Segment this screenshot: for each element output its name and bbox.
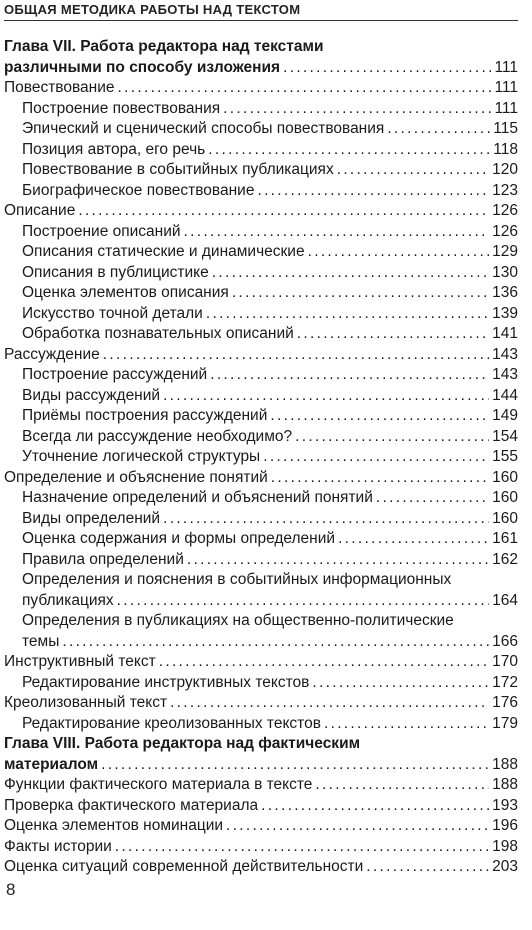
toc-page-number: 130 bbox=[492, 263, 518, 281]
toc-page-number: 143 bbox=[492, 366, 518, 383]
toc-page-number: 139 bbox=[492, 304, 518, 322]
toc-entry-row bbox=[22, 714, 518, 735]
toc-entry-row bbox=[22, 283, 518, 304]
toc-page-number: 136 bbox=[492, 284, 518, 301]
toc-entry-title: Искусство точной детали bbox=[22, 304, 203, 322]
toc-section bbox=[4, 345, 518, 366]
toc-entry-title: Приёмы построения рассуждений bbox=[22, 407, 268, 424]
toc-subsection bbox=[4, 447, 518, 468]
toc-entry-row bbox=[22, 222, 518, 243]
toc-page-number: 118 bbox=[493, 140, 518, 158]
dot-leader bbox=[226, 816, 489, 837]
toc-page-number: 166 bbox=[492, 632, 518, 650]
dot-leader bbox=[170, 693, 489, 714]
toc-entry-title: Оценка элементов номинации bbox=[4, 817, 224, 834]
dot-leader bbox=[62, 632, 489, 653]
toc-page-number: 120 bbox=[492, 161, 518, 178]
toc-entry-row bbox=[22, 447, 518, 468]
toc-entry-row bbox=[22, 99, 518, 120]
toc-entry-title: Оценка содержания и формы определений bbox=[22, 530, 336, 547]
toc-entry-title-line1: Глава VIII. Работа редактора над фактическим bbox=[4, 735, 361, 752]
toc-page-number: 170 bbox=[492, 653, 518, 670]
dot-leader bbox=[376, 488, 489, 509]
toc-page-number: 141 bbox=[492, 325, 518, 342]
toc-entry-title: Повествование в событийных публикациях bbox=[22, 161, 334, 178]
toc-entry-row bbox=[4, 652, 518, 673]
toc-entry-row bbox=[22, 365, 518, 386]
toc-entry-title: темы bbox=[22, 632, 60, 650]
dot-leader bbox=[223, 99, 491, 120]
toc-entry-title: Оценка элементов описания bbox=[22, 284, 229, 301]
toc-subsection bbox=[4, 263, 518, 284]
toc-page-number: 126 bbox=[492, 202, 518, 219]
toc-subsection bbox=[4, 304, 518, 325]
toc-entry-title: Построение описаний bbox=[22, 222, 181, 240]
toc-page-number: 188 bbox=[492, 776, 518, 793]
toc-subsection bbox=[4, 365, 518, 386]
dot-leader bbox=[232, 283, 489, 304]
toc-page-number: 160 bbox=[492, 468, 518, 486]
toc-entry-row bbox=[22, 427, 518, 448]
dot-leader bbox=[387, 119, 490, 140]
toc-section bbox=[4, 796, 518, 817]
toc-entry-row bbox=[4, 796, 518, 817]
dot-leader bbox=[295, 427, 489, 448]
toc-subsection bbox=[4, 99, 518, 120]
toc-entry-row bbox=[4, 755, 518, 776]
dot-leader bbox=[337, 160, 489, 181]
toc-page-number: 161 bbox=[492, 530, 518, 547]
dot-leader bbox=[283, 58, 491, 79]
toc-page-number: 198 bbox=[492, 837, 518, 855]
toc-entry-title: Креолизованный текст bbox=[4, 694, 168, 711]
dot-leader bbox=[297, 324, 489, 345]
toc-subsection bbox=[4, 386, 518, 407]
toc-subsection bbox=[4, 509, 518, 530]
toc-page-number: 160 bbox=[492, 509, 518, 527]
dot-leader bbox=[338, 529, 489, 550]
toc-section bbox=[4, 857, 518, 878]
toc-entry-title: Обработка познавательных описаний bbox=[22, 325, 294, 342]
dot-leader bbox=[308, 242, 490, 263]
toc-page-number: 126 bbox=[492, 222, 518, 240]
dot-leader bbox=[101, 755, 489, 776]
toc-section bbox=[4, 693, 518, 714]
toc-entry-title: Виды рассуждений bbox=[22, 386, 161, 404]
toc-entry-title: материалом bbox=[4, 755, 99, 773]
toc-entry-title: Правила определений bbox=[22, 550, 184, 568]
toc-entry-title: Построение рассуждений bbox=[22, 366, 208, 383]
toc-entry-row bbox=[4, 837, 518, 858]
toc-entry-row bbox=[22, 324, 518, 345]
toc-entry-title: Описания статические и динамические bbox=[22, 243, 305, 260]
toc-entry-title-line1: Определения и пояснения в событийных информационных bbox=[22, 571, 452, 588]
toc-page-number: 144 bbox=[492, 386, 518, 404]
toc-entry-row bbox=[4, 775, 518, 796]
toc-entry-row bbox=[22, 140, 518, 161]
toc-entry-row bbox=[4, 58, 518, 79]
toc-entry-title-line1: Определения в публикациях на общественно-политические bbox=[22, 612, 454, 629]
toc-subsection bbox=[4, 119, 518, 140]
toc-entry-row bbox=[22, 406, 518, 427]
toc-entry-title: Повествование bbox=[4, 79, 115, 96]
toc-entry-title: Оценка ситуаций современной действительности bbox=[4, 858, 364, 875]
toc-entry-title: Уточнение логической структуры bbox=[22, 448, 261, 465]
toc-page-number: 196 bbox=[492, 817, 518, 834]
toc-entry-row bbox=[22, 119, 518, 140]
dot-leader bbox=[257, 181, 489, 202]
dot-leader bbox=[210, 365, 489, 386]
toc-entry-title: Построение повествования bbox=[22, 99, 221, 117]
toc-entry-title: Инструктивный текст bbox=[4, 653, 156, 670]
toc-page-number: 164 bbox=[492, 591, 518, 609]
dot-leader bbox=[159, 652, 489, 673]
page-number: 8 bbox=[6, 880, 16, 899]
toc-page-number: 188 bbox=[492, 755, 518, 773]
toc-page-number: 111 bbox=[494, 58, 518, 76]
toc-entry-row bbox=[22, 386, 518, 407]
toc-entry-row bbox=[4, 201, 518, 222]
toc-section bbox=[4, 201, 518, 222]
dot-leader bbox=[78, 201, 489, 222]
toc-subsection bbox=[4, 673, 518, 694]
toc-entry-title: Описания в публицистике bbox=[22, 263, 209, 281]
toc-entry-row bbox=[4, 345, 518, 366]
toc-page-number: 162 bbox=[492, 550, 518, 568]
toc-entry-title: Функции фактического материала в тексте bbox=[4, 776, 313, 793]
toc-page-number: 179 bbox=[492, 714, 518, 732]
toc-section bbox=[4, 775, 518, 796]
toc-entry-row bbox=[4, 857, 518, 878]
dot-leader bbox=[118, 78, 492, 99]
toc-subsection bbox=[4, 181, 518, 202]
toc-page-number: 172 bbox=[492, 673, 518, 691]
toc-entry-row bbox=[22, 673, 518, 694]
toc-entry-title: Рассуждение bbox=[4, 345, 100, 363]
dot-leader bbox=[271, 468, 489, 489]
toc-page-number: 203 bbox=[492, 858, 518, 875]
toc-entry-row bbox=[22, 304, 518, 325]
toc-subsection bbox=[4, 427, 518, 448]
toc-chapter bbox=[4, 734, 518, 775]
dot-leader bbox=[163, 509, 489, 530]
toc-subsection bbox=[4, 242, 518, 263]
toc-entry-row bbox=[22, 529, 518, 550]
toc-page-number: 115 bbox=[493, 120, 518, 137]
toc-subsection bbox=[4, 140, 518, 161]
dot-leader bbox=[103, 345, 489, 366]
running-head: ОБЩАЯ МЕТОДИКА РАБОТЫ НАД ТЕКСТОМ bbox=[4, 2, 301, 17]
toc-entry-row bbox=[4, 468, 518, 489]
dot-leader bbox=[187, 550, 489, 571]
toc-entry-row bbox=[4, 693, 518, 714]
toc-entry-row bbox=[4, 816, 518, 837]
toc-entry-title: Проверка фактического материала bbox=[4, 796, 259, 814]
toc-entry-row bbox=[22, 591, 518, 612]
toc-chapter bbox=[4, 37, 518, 78]
toc-page-number: 111 bbox=[494, 79, 518, 96]
toc-section bbox=[4, 468, 518, 489]
toc-entry-title: Редактирование инструктивных текстов bbox=[22, 673, 310, 691]
toc-entry-row bbox=[22, 632, 518, 653]
dot-leader bbox=[366, 857, 489, 878]
toc-section bbox=[4, 652, 518, 673]
toc-entry-row bbox=[22, 242, 518, 263]
toc-subsection bbox=[4, 570, 518, 611]
toc-page-number: 154 bbox=[492, 427, 518, 445]
toc-section bbox=[4, 837, 518, 858]
dot-leader bbox=[261, 796, 489, 817]
toc-subsection bbox=[4, 222, 518, 243]
toc-entry-title: Описание bbox=[4, 202, 76, 219]
dot-leader bbox=[270, 406, 489, 427]
toc-entry-title: Всегда ли рассуждение необходимо? bbox=[22, 427, 293, 445]
toc-entry-row bbox=[22, 550, 518, 571]
toc-page-number: 111 bbox=[494, 99, 518, 117]
toc-entry-row bbox=[4, 78, 518, 99]
toc-entry-title: Эпический и сценический способы повествования bbox=[22, 120, 385, 137]
dot-leader bbox=[163, 386, 489, 407]
toc-entry-title: публикациях bbox=[22, 591, 114, 609]
table-of-contents bbox=[4, 37, 518, 878]
toc-section bbox=[4, 78, 518, 99]
toc-entry-title: Биографическое повествование bbox=[22, 181, 255, 199]
dot-leader bbox=[206, 304, 489, 325]
header-rule bbox=[4, 20, 518, 21]
toc-entry-title: различными по способу изложения bbox=[4, 58, 281, 76]
toc-page-number: 143 bbox=[492, 345, 518, 363]
dot-leader bbox=[315, 775, 489, 796]
toc-subsection bbox=[4, 324, 518, 345]
toc-page-number: 149 bbox=[492, 407, 518, 424]
toc-subsection bbox=[4, 529, 518, 550]
toc-page-number: 193 bbox=[492, 796, 518, 814]
toc-entry-title-line1: Глава VII. Работа редактора над текстами bbox=[4, 38, 324, 55]
toc-subsection bbox=[4, 550, 518, 571]
toc-entry-title: Факты истории bbox=[4, 837, 112, 855]
toc-page-number: 155 bbox=[492, 448, 518, 465]
toc-page-number: 160 bbox=[492, 489, 518, 506]
dot-leader bbox=[263, 447, 489, 468]
toc-entry-title: Назначение определений и объяснений понятий bbox=[22, 489, 373, 506]
toc-subsection bbox=[4, 488, 518, 509]
dot-leader bbox=[324, 714, 489, 735]
toc-entry-row bbox=[22, 160, 518, 181]
toc-entry-row bbox=[22, 263, 518, 284]
toc-page-number: 176 bbox=[492, 694, 518, 711]
toc-entry-title: Позиция автора, его речь bbox=[22, 140, 206, 158]
toc-entry-title: Редактирование креолизованных текстов bbox=[22, 714, 321, 732]
toc-subsection bbox=[4, 160, 518, 181]
dot-leader bbox=[115, 837, 489, 858]
toc-entry-title: Виды определений bbox=[22, 509, 161, 527]
toc-subsection bbox=[4, 283, 518, 304]
dot-leader bbox=[184, 222, 490, 243]
toc-subsection bbox=[4, 714, 518, 735]
dot-leader bbox=[212, 263, 489, 284]
toc-entry-row bbox=[22, 181, 518, 202]
toc-page-number: 129 bbox=[492, 243, 518, 260]
toc-subsection bbox=[4, 611, 518, 652]
toc-subsection bbox=[4, 406, 518, 427]
toc-page-number: 123 bbox=[492, 181, 518, 199]
toc-section bbox=[4, 816, 518, 837]
dot-leader bbox=[312, 673, 489, 694]
dot-leader bbox=[208, 140, 490, 161]
toc-entry-row bbox=[22, 509, 518, 530]
toc-entry-row bbox=[22, 488, 518, 509]
toc-entry-title: Определение и объяснение понятий bbox=[4, 468, 268, 486]
dot-leader bbox=[117, 591, 490, 612]
